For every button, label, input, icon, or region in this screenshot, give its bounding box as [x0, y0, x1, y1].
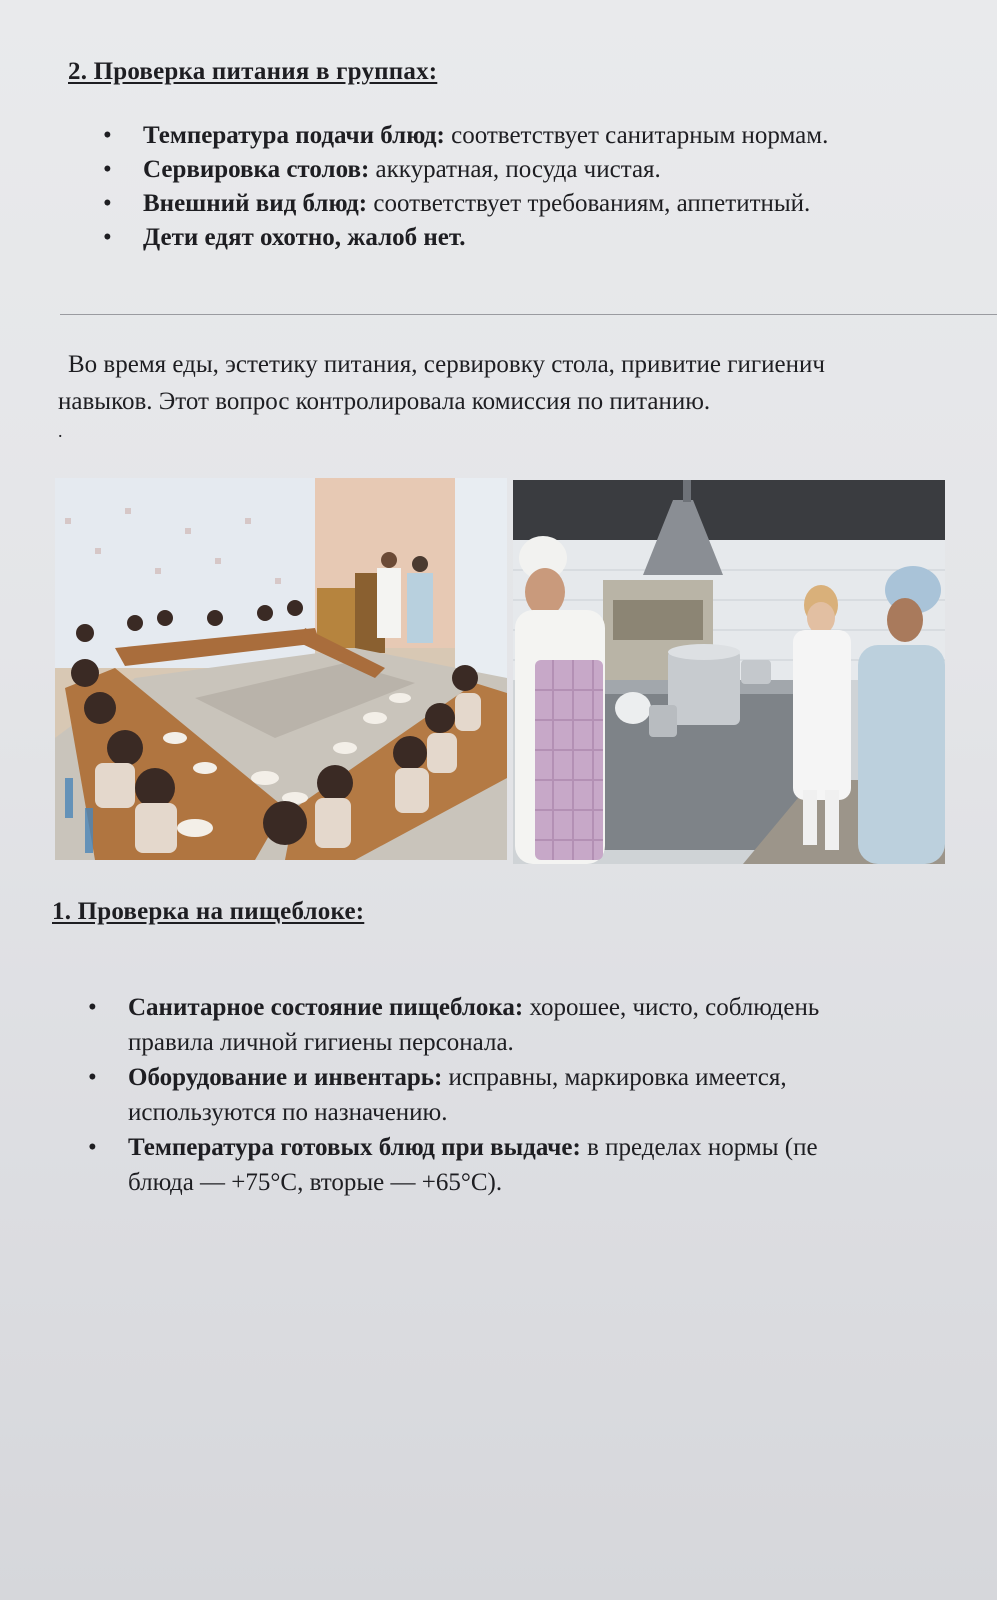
paragraph-line-2: навыков. Этот вопрос контролировала комиссия по питанию.	[58, 388, 711, 415]
list-item: • Дети едят охотно, жалоб нет.	[143, 220, 828, 255]
horizontal-rule	[60, 314, 997, 315]
bullet-icon: •	[103, 190, 112, 217]
list-item: • Температура готовых блюд при выдаче: в пределах нормы (пе	[128, 1130, 819, 1165]
stray-mark: .	[58, 421, 63, 441]
section-1-heading: 1. Проверка на пищеблоке:	[52, 898, 365, 925]
bullet-icon: •	[88, 1134, 97, 1161]
list-item: • Санитарное состояние пищеблока: хорошее, чисто, соблюдень	[128, 990, 819, 1025]
section-2-heading: 2. Проверка питания в группах:	[68, 58, 438, 85]
list-item-continuation: блюда — +75°C, вторые — +65°C).	[128, 1169, 503, 1196]
paragraph-line-1: Во время еды, эстетику питания, сервировку стола, привитие гигиенич	[68, 351, 825, 378]
bullet-icon: •	[103, 122, 112, 149]
list-item: • Сервировка столов: аккуратная, посуда чистая.	[143, 152, 828, 187]
bullet-icon: •	[103, 224, 112, 251]
list-item: • Оборудование и инвентарь: исправны, маркировка имеется,	[128, 1060, 819, 1095]
photo-children-dining	[55, 478, 507, 860]
list-item: • Внешний вид блюд: соответствует требованиям, аппетитный.	[143, 186, 828, 221]
bullet-icon: •	[103, 156, 112, 183]
bullet-icon: •	[88, 1064, 97, 1091]
bullet-icon: •	[88, 994, 97, 1021]
list-item-continuation: правила личной гигиены персонала.	[128, 1029, 514, 1056]
section-2-list	[103, 118, 829, 255]
list-item: • Температура подачи блюд: соответствует санитарным нормам.	[143, 118, 828, 153]
section-1-list	[88, 990, 820, 1200]
list-item-continuation: используются по назначению.	[128, 1099, 448, 1126]
photo-kitchen	[513, 480, 945, 864]
